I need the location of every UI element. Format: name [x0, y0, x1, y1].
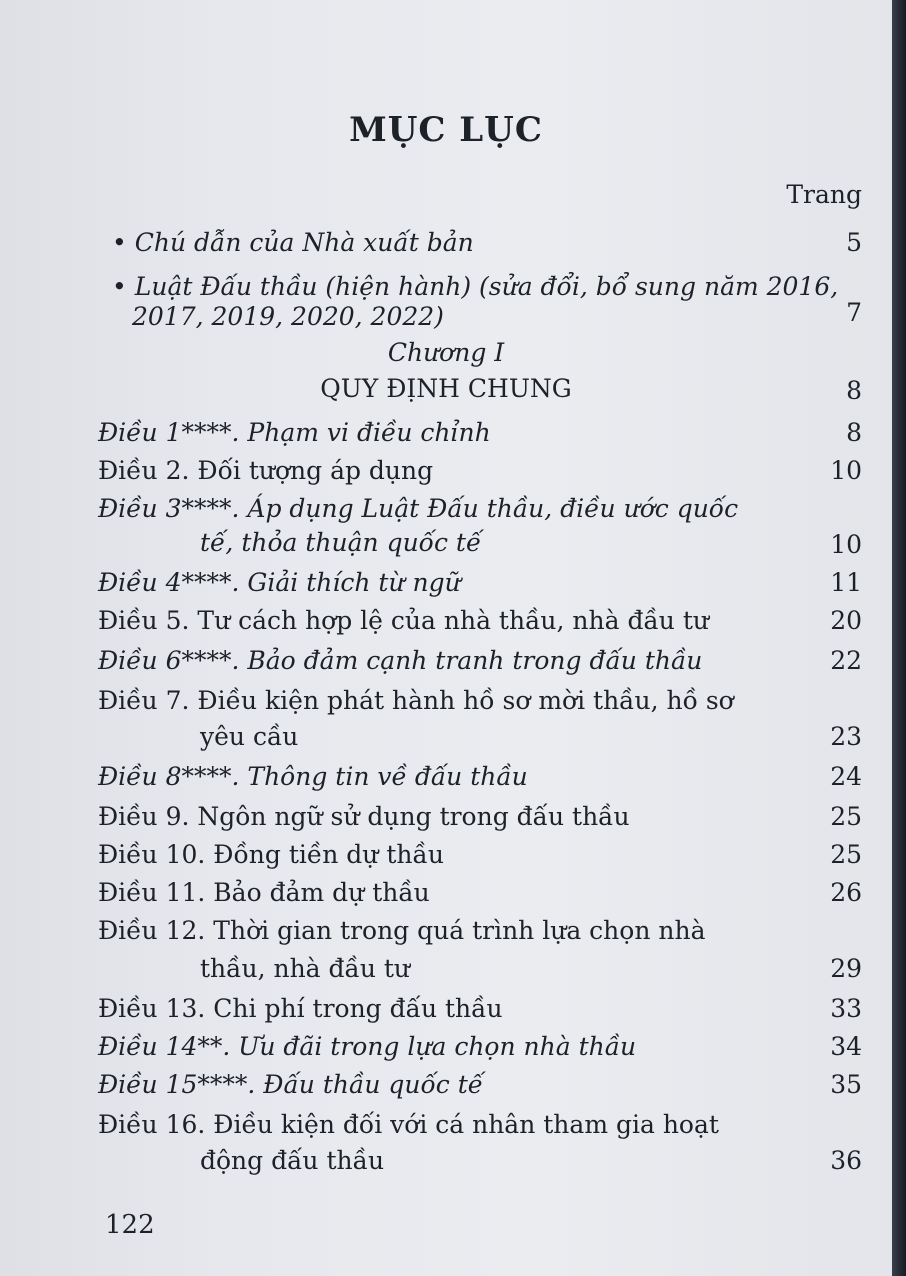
toc-entry-publisher-note: • Chú dẫn của Nhà xuất bản	[112, 228, 474, 257]
book-edge	[892, 0, 906, 1276]
toc-page-number: 20	[830, 606, 862, 635]
toc-page-number: 10	[830, 530, 862, 559]
toc-page-number: 10	[830, 456, 862, 485]
toc-article: Điều 7. Điều kiện phát hành hồ sơ mời thầu, hồ sơ	[98, 686, 734, 715]
toc-article: Điều 2. Đối tượng áp dụng	[98, 456, 434, 485]
toc-article: Điều 8****. Thông tin về đấu thầu	[98, 762, 528, 791]
toc-page-number: 24	[830, 762, 862, 791]
toc-article: Điều 3****. Áp dụng Luật Đấu thầu, điều ước quốc	[98, 494, 739, 523]
toc-page-number: 11	[830, 568, 862, 597]
toc-page-number: 8	[846, 376, 862, 405]
toc-page-number: 23	[830, 722, 862, 751]
toc-article: Điều 6****. Bảo đảm cạnh tranh trong đấu thầu	[98, 646, 703, 675]
toc-page-number: 26	[830, 878, 862, 907]
chapter-label: Chương I	[387, 338, 505, 367]
page-number: 122	[105, 1210, 155, 1240]
toc-article-cont: yêu cầu	[200, 722, 299, 751]
toc-article: Điều 10. Đồng tiền dự thầu	[98, 840, 444, 869]
toc-page-number: 7	[846, 298, 862, 327]
toc-article: Điều 13. Chi phí trong đấu thầu	[98, 994, 503, 1023]
toc-article: Điều 4****. Giải thích từ ngữ	[98, 568, 461, 597]
toc-page-number: 25	[830, 802, 862, 831]
toc-article: Điều 12. Thời gian trong quá trình lựa chọn nhà	[98, 916, 706, 945]
chapter-name: QUY ĐỊNH CHUNG	[320, 374, 572, 403]
toc-article-cont: động đấu thầu	[200, 1146, 385, 1175]
toc-article: Điều 14**. Ưu đãi trong lựa chọn nhà thầu	[98, 1032, 637, 1061]
toc-article-cont: thầu, nhà đầu tư	[200, 954, 411, 983]
toc-article: Điều 9. Ngôn ngữ sử dụng trong đấu thầu	[98, 802, 630, 831]
page-column-label: Trang	[786, 180, 862, 209]
toc-article-cont: tế, thỏa thuận quốc tế	[200, 528, 482, 557]
toc-page-number: 29	[830, 954, 862, 983]
toc-entry-law-cont: 2017, 2019, 2020, 2022)	[132, 302, 444, 331]
toc-page-number: 33	[830, 994, 862, 1023]
toc-page-number: 36	[830, 1146, 862, 1175]
toc-page-number: 34	[830, 1032, 862, 1061]
toc-article: Điều 5. Tư cách hợp lệ của nhà thầu, nhà đầu tư	[98, 606, 709, 635]
toc-page-number: 8	[846, 418, 862, 447]
toc-article: Điều 16. Điều kiện đối với cá nhân tham gia hoạt	[98, 1110, 719, 1139]
toc-article: Điều 15****. Đấu thầu quốc tế	[98, 1070, 484, 1099]
toc-page-number: 35	[830, 1070, 862, 1099]
toc-page-number: 22	[830, 646, 862, 675]
page-title: MỤC LỤC	[349, 110, 543, 150]
toc-page-number: 5	[846, 228, 862, 257]
toc-page-number: 25	[830, 840, 862, 869]
toc-article: Điều 11. Bảo đảm dự thầu	[98, 878, 430, 907]
toc-entry-law: • Luật Đấu thầu (hiện hành) (sửa đổi, bổ sung năm 2016,	[112, 272, 838, 301]
toc-article: Điều 1****. Phạm vi điều chỉnh	[98, 418, 491, 447]
